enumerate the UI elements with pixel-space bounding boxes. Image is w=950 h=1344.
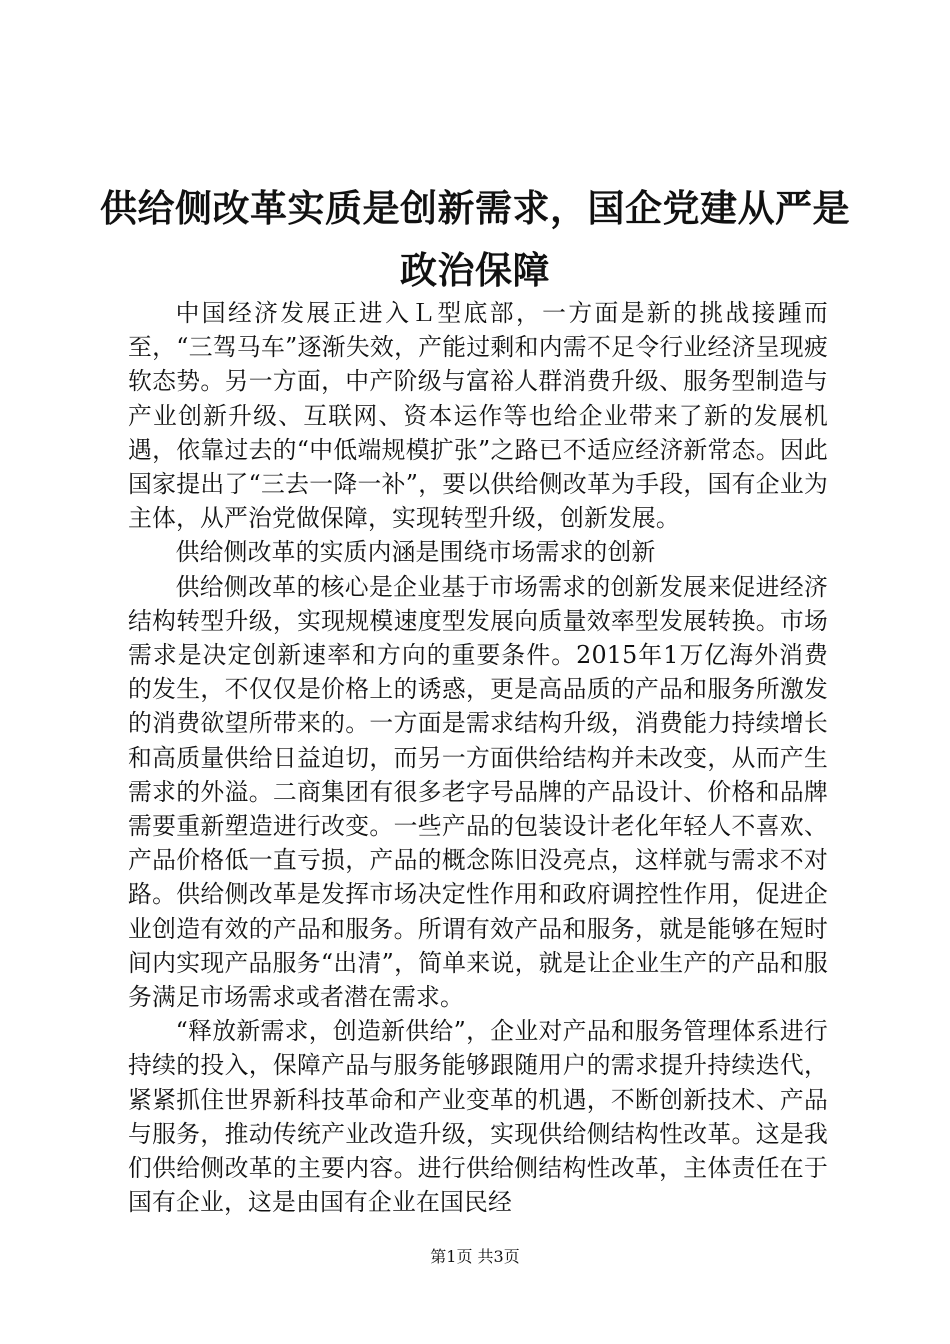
paragraph-release-demand: “释放新需求，创造新供给”，企业对产品和服务管理体系进行持续的投入，保障产品与服务能够跟随用户的需求提升持续迭代，紧紧抓住世界新科技革命和产业变革的机遇，不断创新技术、产品与服务，推动传统产业改造升级，实现供给侧结构性改革。这是我们供给侧改革的主要内容。进行供给侧结构性改革，主体责任在于国有企业，这是由国有企业在国民经 <box>128 1017 828 1217</box>
paragraph-subheading: 供给侧改革的实质内涵是围绕市场需求的创新 <box>175 538 656 567</box>
document-body <box>128 296 828 1219</box>
paragraph-intro: 中国经济发展正进入Ｌ型底部，一方面是新的挑战接踵而至，“三驾马车”逐渐失效，产能过剩和内需不足令行业经济呈现疲软态势。另一方面，中产阶级与富裕人群消费升级、服务型制造与产业创新升级、互联网、资本运作等也给企业带来了新的发展机遇，依靠过去的“中低端规模扩张”之路已不适应经济新常态。因此国家提出了“三去一降一补”，要以供给侧改革为手段，国有企业为主体，从严治党做保障，实现转型升级，创新发展。 <box>128 299 828 533</box>
document-title: 供给侧改革实质是创新需求，国企党建从严是政治保障 <box>100 187 850 292</box>
page-number-footer: 第1页 共3页 <box>430 1247 520 1266</box>
paragraph-core: 供给侧改革的核心是企业基于市场需求的创新发展来促进经济结构转型升级，实现规模速度型发展向质量效率型发展转换。市场需求是决定创新速率和方向的重要条件。2015年1万亿海外消费的发生，不仅仅是价格上的诱惑，更是高品质的产品和服务所激发的消费欲望所带来的。一方面是需求结构升级，消费能力持续增长和高质量供给日益迫切，而另一方面供给结构并未改变，从而产生需求的外溢。二商集团有很多老字号品牌的产品设计、价格和品牌需要重新塑造进行改变。一些产品的包装设计老化年轻人不喜欢、产品价格低一直亏损，产品的概念陈旧没亮点，这样就与需求不对路。供给侧改革是发挥市场决定性作用和政府调控性作用，促进企业创造有效的产品和服务。所谓有效产品和服务，就是能够在短时间内实现产品服务“出清”，简单来说，就是让企业生产的产品和服务满足市场需求或者潜在需求。 <box>128 572 828 1012</box>
